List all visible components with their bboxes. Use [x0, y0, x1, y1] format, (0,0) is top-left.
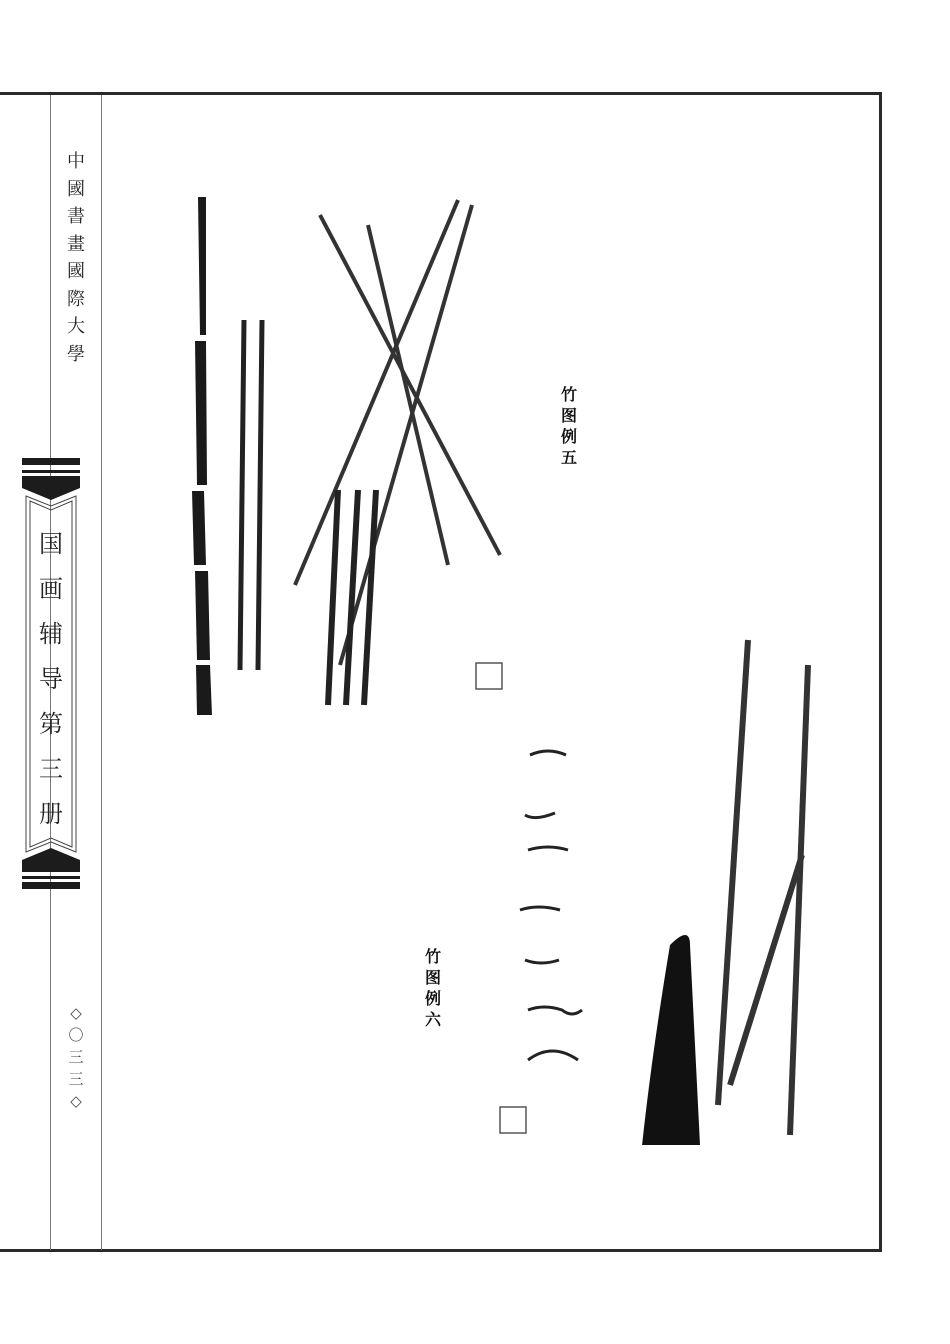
volume-title-char: 国	[39, 530, 63, 558]
caption-char: 竹	[560, 385, 577, 404]
spine-title-char: 國	[67, 178, 85, 200]
spine-right-rule	[101, 95, 102, 1250]
caption-char: 竹	[424, 947, 441, 966]
decorative-band	[22, 882, 80, 889]
caption-char: 五	[560, 448, 577, 467]
page-number	[62, 1002, 90, 1112]
spine-title-char: 學	[67, 343, 85, 365]
page-number-char: ◇	[70, 1092, 82, 1110]
page-number-char: 〇	[68, 1026, 84, 1044]
page-number-char: 三	[68, 1070, 84, 1088]
bamboo-ink-painting	[140, 185, 840, 1145]
volume-title-char: 画	[39, 575, 63, 603]
bamboo-stalk-group	[328, 490, 376, 705]
volume-plaque	[22, 476, 80, 872]
bamboo-node-strokes	[520, 751, 582, 1060]
bamboo-root-section	[640, 935, 700, 1145]
spine-title-char: 大	[67, 316, 85, 337]
caption-char: 图	[560, 406, 577, 425]
spine-title-char: 書	[67, 206, 85, 227]
volume-title-char: 导	[39, 665, 63, 693]
figure-caption-6	[422, 946, 444, 1030]
figure-caption-5	[558, 384, 580, 468]
decorative-band	[22, 470, 80, 473]
volume-title-char: 三	[39, 755, 63, 783]
volume-title-char: 第	[39, 710, 63, 738]
spine-title-char: 畫	[67, 233, 85, 255]
page-number-char: 三	[68, 1048, 84, 1066]
decorative-band	[22, 458, 80, 465]
caption-char: 图	[424, 968, 441, 987]
decorative-band	[22, 876, 80, 879]
caption-char: 例	[560, 427, 577, 446]
spine-title-char: 中	[67, 151, 85, 172]
caption-char: 例	[424, 989, 441, 1008]
caption-char: 六	[424, 1010, 441, 1029]
bamboo-stalk-thick	[192, 197, 212, 715]
volume-title	[22, 522, 80, 837]
bamboo-stalk-pair	[240, 320, 262, 670]
bamboo-stalks-right	[718, 640, 808, 1135]
spine-title	[62, 148, 90, 368]
volume-title-char: 册	[39, 800, 63, 828]
bamboo-crossing-stalks	[295, 200, 500, 665]
seal-stamp	[476, 663, 526, 1133]
spine-title-char: 際	[67, 288, 85, 310]
page-number-char: ◇	[70, 1004, 82, 1022]
volume-title-char: 辅	[39, 620, 63, 648]
spine-title-char: 國	[67, 261, 85, 282]
